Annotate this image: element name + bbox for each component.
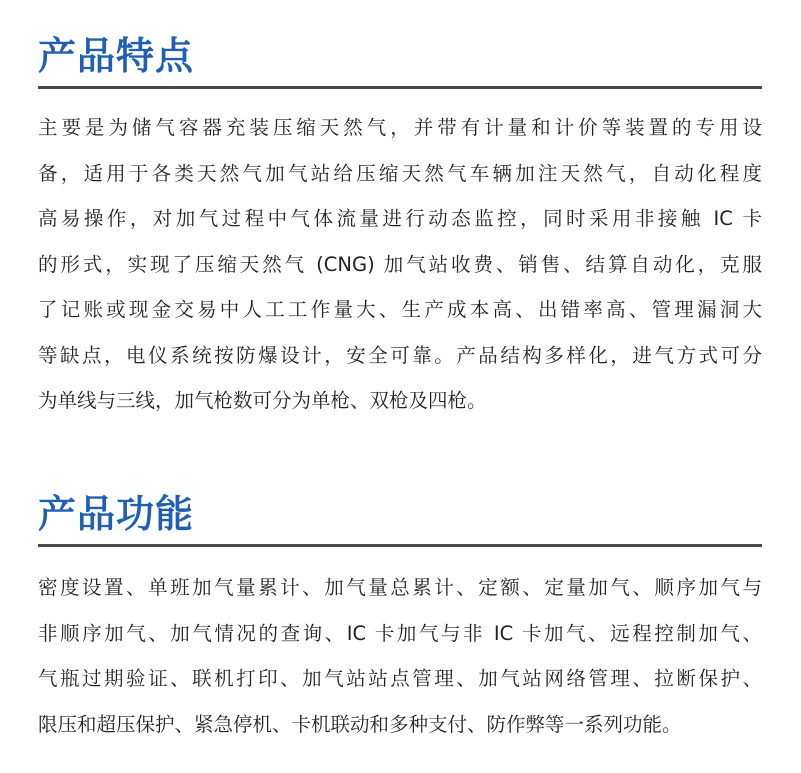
functions-divider — [38, 544, 762, 547]
product-functions-text — [38, 565, 762, 747]
features-line: 等缺点，电仪系统按防爆设计，安全可靠。产品结构多样化，进气方式可分 — [38, 343, 762, 367]
functions-line: 气瓶过期验证、联机打印、加气站站点管理、加气站网络管理、拉断保护、 — [38, 667, 762, 690]
product-functions-heading: 产品功能 — [38, 492, 195, 536]
product-functions-section — [38, 488, 762, 747]
features-line: 备，适用于各类天然气加气站给压缩天然气车辆加注天然气，自动化程度 — [38, 161, 762, 185]
product-features-section — [38, 30, 762, 424]
functions-line: 密度设置、单班加气量累计、加气量总累计、定额、定量加气、顺序加气与 — [38, 576, 762, 599]
features-line: 高易操作，对加气过程中气体流量进行动态监控，同时采用非接触 IC 卡 — [38, 207, 762, 230]
features-line: 了记账或现金交易中人工工作量大、生产成本高、出错率高、管理漏洞大 — [38, 298, 762, 321]
features-line: 的形式，实现了压缩天然气 (CNG) 加气站收费、销售、结算自动化，克服 — [38, 252, 762, 276]
functions-line: 非顺序加气、加气情况的查询、IC 卡加气与非 IC 卡加气、远程控制加气、 — [38, 621, 762, 645]
functions-line: 限压和超压保护、紧急停机、卡机联动和多种支付、防作弊等一系列功能。 — [38, 712, 682, 736]
product-features-heading: 产品特点 — [38, 34, 195, 78]
features-line: 为单线与三线，加气枪数可分为单枪、双枪及四枪。 — [38, 389, 487, 412]
product-features-text — [38, 105, 762, 424]
features-line: 主要是为储气容器充装压缩天然气，并带有计量和计价等装置的专用设 — [38, 116, 762, 139]
features-divider — [38, 86, 762, 89]
